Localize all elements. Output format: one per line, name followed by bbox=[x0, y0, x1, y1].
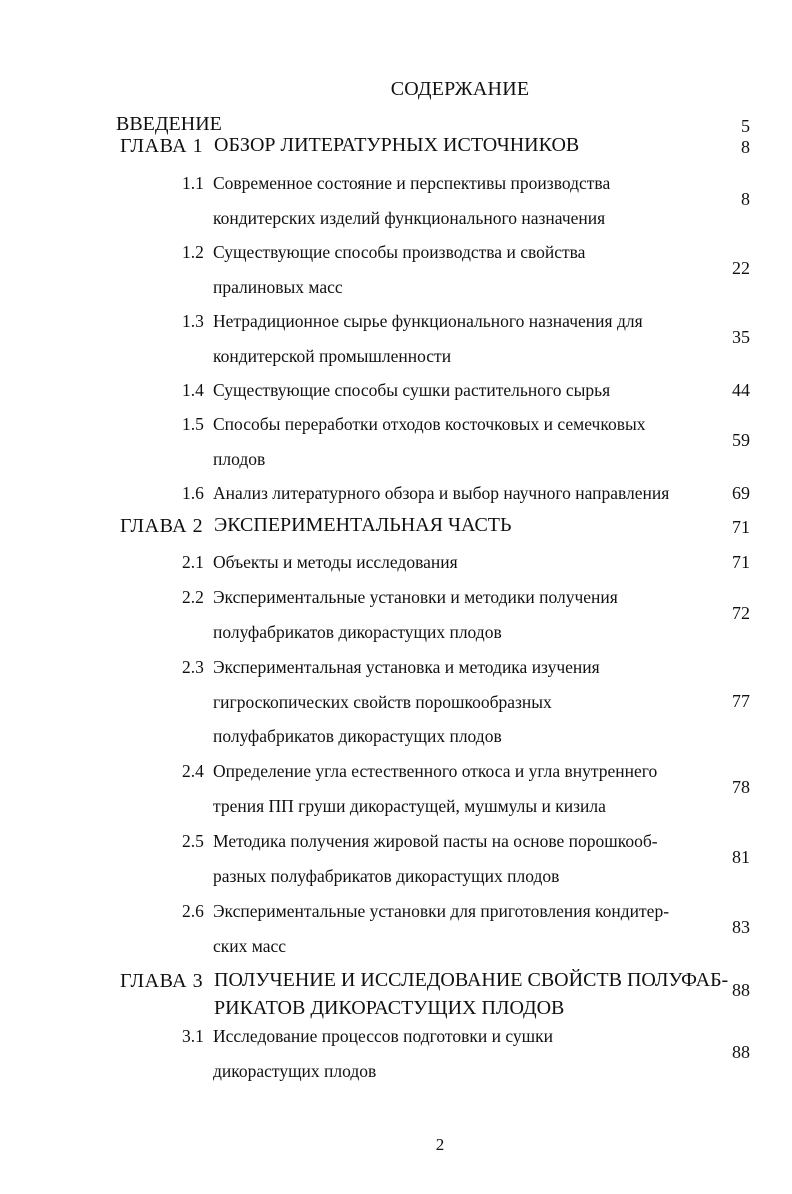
section-number: 1.2 bbox=[182, 242, 204, 262]
section-number: 2.6 bbox=[182, 901, 204, 921]
chapter-page: 8 bbox=[741, 137, 750, 157]
section-number: 2.5 bbox=[182, 831, 204, 851]
section-page: 44 bbox=[732, 380, 750, 400]
section-page: 35 bbox=[732, 327, 750, 347]
chapter-title-line: ОБЗОР ЛИТЕРАТУРНЫХ ИСТОЧНИКОВ bbox=[214, 134, 580, 156]
section-title-line: Анализ литературного обзора и выбор научного направления bbox=[213, 483, 670, 503]
section-number: 1.1 bbox=[182, 173, 204, 193]
section-page: 71 bbox=[732, 552, 750, 572]
section-title bbox=[213, 580, 713, 649]
section-title-line: Существующие способы производства и свойства bbox=[213, 242, 586, 262]
section-page: 69 bbox=[732, 483, 750, 503]
section-page: 77 bbox=[732, 691, 750, 711]
section-title bbox=[213, 476, 713, 511]
section-title bbox=[213, 373, 713, 408]
section-title-line: Исследование процессов подготовки и сушки bbox=[213, 1026, 553, 1046]
toc-title: СОДЕРЖАНИЕ bbox=[390, 78, 530, 100]
section-title-line: полуфабрикатов дикорастущих плодов bbox=[213, 726, 502, 746]
section-number: 1.6 bbox=[182, 483, 204, 503]
section-number: 3.1 bbox=[182, 1026, 204, 1046]
chapter-page: 88 bbox=[732, 980, 750, 1000]
chapter-title bbox=[214, 966, 729, 1022]
section-number: 1.5 bbox=[182, 414, 204, 434]
intro-page: 5 bbox=[741, 116, 750, 136]
chapter-label: ГЛАВА 2 bbox=[120, 515, 204, 537]
section-page: 59 bbox=[732, 430, 750, 450]
section-page: 81 bbox=[732, 847, 750, 867]
section-number: 2.2 bbox=[182, 587, 204, 607]
section-title-line: Методика получения жировой пасты на основе порошкооб- bbox=[213, 831, 658, 851]
section-title-line: Нетрадиционное сырье функционального назначения для bbox=[213, 311, 643, 331]
section-title bbox=[213, 824, 713, 893]
section-title-line: Определение угла естественного откоса и угла внутреннего bbox=[213, 761, 658, 781]
section-title-line: пралиновых масс bbox=[213, 276, 343, 297]
section-page: 72 bbox=[732, 603, 750, 623]
chapter-label: ГЛАВА 1 bbox=[120, 135, 204, 157]
section-title-line: Существующие способы сушки растительного сырья bbox=[213, 380, 611, 400]
section-title-line: Экспериментальные установки для приготовления кондитер- bbox=[213, 901, 670, 921]
section-title bbox=[213, 166, 713, 235]
section-title-line: трения ПП груши дикорастущей, мушмулы и кизила bbox=[213, 795, 606, 816]
section-title bbox=[213, 754, 713, 823]
intro-label: ВВЕДЕНИЕ bbox=[116, 113, 222, 135]
section-number: 2.4 bbox=[182, 761, 204, 781]
section-title bbox=[213, 545, 713, 580]
section-title bbox=[213, 894, 713, 963]
chapter-label: ГЛАВА 3 bbox=[120, 970, 204, 992]
section-page: 8 bbox=[741, 189, 750, 209]
section-title-line: Объекты и методы исследования bbox=[213, 552, 458, 572]
section-number: 1.3 bbox=[182, 311, 204, 331]
section-title-line: Экспериментальная установка и методика изучения bbox=[213, 657, 600, 677]
section-title-line: кондитерских изделий функционального назначения bbox=[213, 207, 606, 228]
page-number: 2 bbox=[435, 1135, 445, 1154]
section-title bbox=[213, 650, 713, 754]
chapter-title bbox=[214, 511, 714, 539]
section-number: 1.4 bbox=[182, 380, 204, 400]
section-title-line: дикорастущих плодов bbox=[213, 1060, 377, 1081]
section-page: 88 bbox=[732, 1042, 750, 1062]
section-title-line: Современное состояние и перспективы производства bbox=[213, 173, 611, 193]
section-title-line: ских масс bbox=[213, 935, 287, 956]
chapter-title-line: РИКАТОВ ДИКОРАСТУЩИХ ПЛОДОВ bbox=[214, 997, 565, 1019]
section-number: 2.1 bbox=[182, 552, 204, 572]
section-title-line: Способы переработки отходов косточковых и семечковых bbox=[213, 414, 646, 434]
section-page: 22 bbox=[732, 258, 750, 278]
section-title-line: кондитерской промышленности bbox=[213, 345, 452, 366]
section-title bbox=[213, 235, 713, 304]
section-title bbox=[213, 407, 713, 476]
section-title-line: Экспериментальные установки и методики получения bbox=[213, 587, 618, 607]
section-title-line: полуфабрикатов дикорастущих плодов bbox=[213, 621, 502, 642]
section-title-line: гигроскопических свойств порошкообразных bbox=[213, 691, 552, 712]
chapter-title-line: ПОЛУЧЕНИЕ И ИССЛЕДОВАНИЕ СВОЙСТВ ПОЛУФАБ- bbox=[214, 969, 729, 991]
section-title bbox=[213, 304, 713, 373]
section-title bbox=[213, 1019, 713, 1088]
section-page: 78 bbox=[732, 777, 750, 797]
chapter-title-line: ЭКСПЕРИМЕНТАЛЬНАЯ ЧАСТЬ bbox=[214, 514, 512, 536]
section-title-line: разных полуфабрикатов дикорастущих плодов bbox=[213, 865, 560, 886]
section-page: 83 bbox=[732, 917, 750, 937]
section-number: 2.3 bbox=[182, 657, 204, 677]
section-title-line: плодов bbox=[213, 448, 266, 469]
chapter-page: 71 bbox=[732, 517, 750, 537]
chapter-title bbox=[214, 131, 714, 159]
